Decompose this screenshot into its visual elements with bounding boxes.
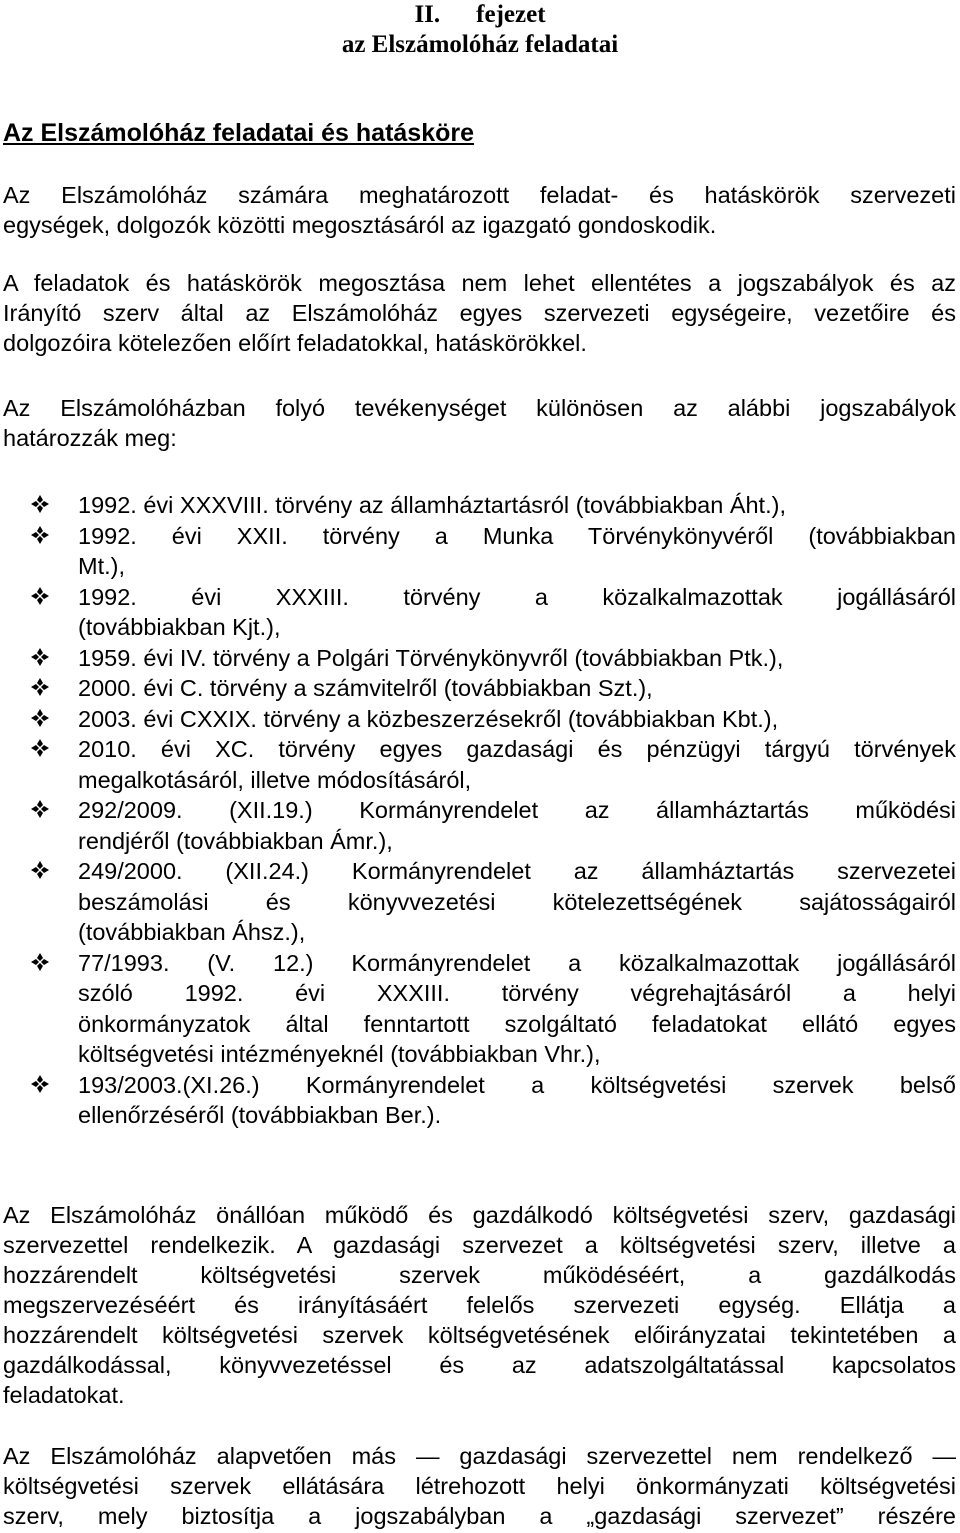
law-text-line: önkormányzatok által fenntartott szolgáltató feladatokat ellátó egyes (78, 1010, 956, 1037)
law-text-line: 1992. évi XXXVIII. törvény az államháztartásról (továbbiakban Áht.), (78, 492, 786, 518)
law-list-item (0, 1070, 960, 1131)
law-text-line: megalkotásáról, illetve módosításáról, (78, 766, 472, 793)
text-line: költségvetési szervek ellátására létrehozott helyi önkormányzati költségvetési (3, 1473, 956, 1499)
law-list-item (0, 704, 960, 735)
text-line: feladatokat. (3, 1382, 125, 1408)
four-petal-diamond-bullet-icon (30, 525, 50, 545)
law-text-line: 2010. évi XC. törvény egyes gazdasági és pénzügyi tárgyú törvények (78, 736, 956, 762)
four-petal-diamond-bullet-icon (30, 494, 50, 514)
text-line: határozzák meg: (3, 425, 177, 451)
law-text-line: szóló 1992. évi XXXIII. törvény végrehajtásáról a helyi (78, 980, 956, 1006)
four-petal-diamond-bullet-icon (30, 860, 50, 880)
law-list-item (0, 734, 960, 795)
law-list-item (0, 643, 960, 674)
chapter-word: fejezet (476, 1, 546, 28)
four-petal-diamond-bullet-icon (30, 1074, 50, 1094)
law-text-line: (továbbiakban Kjt.), (78, 614, 281, 640)
paragraph-economic-organization (3, 1200, 956, 1410)
four-petal-diamond-bullet-icon (30, 708, 50, 728)
law-list-item (0, 490, 960, 521)
law-list (0, 490, 960, 1131)
four-petal-diamond-bullet-icon (30, 677, 50, 697)
law-list-item (0, 673, 960, 704)
four-petal-diamond-bullet-icon (30, 647, 50, 667)
law-text-line: 1959. évi IV. törvény a Polgári Törvénykönyvről (továbbiakban Ptk.), (78, 644, 784, 671)
text-line: Az Elszámolóház önállóan működő és gazdálkodó költségvetési szerv, gazdasági (3, 1202, 956, 1228)
law-list-item (0, 856, 960, 948)
law-text-line: Mt.), (78, 553, 125, 579)
law-text-line: 193/2003.(XI.26.) Kormányrendelet a költségvetési szervek belső (78, 1071, 956, 1098)
text-line: Az Elszámolóház alapvetően más — gazdasági szervezettel nem rendelkező — (3, 1443, 956, 1469)
four-petal-diamond-bullet-icon (30, 586, 50, 606)
law-list-item (0, 948, 960, 1070)
law-text-line: ellenőrzéséről (továbbiakban Ber.). (78, 1102, 442, 1128)
text-line: megszervezéséért és irányításáért felelős szervezeti egység. Ellátja a (3, 1292, 956, 1318)
law-text-line: 1992. évi XXII. törvény a Munka Törvénykönyvéről (továbbiakban (78, 522, 956, 549)
text-line: egységek, dolgozók közötti megosztásáról az igazgató gondoskodik. (3, 212, 717, 238)
text-line: dolgozóira kötelezően előírt feladatokkal, hatáskörökkel. (3, 330, 587, 356)
text-line: A feladatok és hatáskörök megosztása nem lehet ellentétes a jogszabályok és az (3, 270, 956, 296)
law-list-item (0, 582, 960, 643)
text-line: Az Elszámolóházban folyó tevékenységet különösen az alábbi jogszabályok (3, 395, 956, 421)
law-text-line: 292/2009. (XII.19.) Kormányrendelet az államháztartás működési (78, 797, 956, 823)
text-line: szervezettel rendelkezik. A gazdasági szervezet a költségvetési szerv, illetve a (3, 1232, 956, 1258)
law-text-line: 249/2000. (XII.24.) Kormányrendelet az államháztartás szervezetei (78, 858, 956, 884)
four-petal-diamond-bullet-icon (30, 952, 50, 972)
law-text-line: rendjéről (továbbiakban Ámr.), (78, 827, 393, 854)
law-text-line: (továbbiakban Áhsz.), (78, 919, 306, 945)
text-line: Irányító szerv által az Elszámolóház egyes szervezeti egységeire, vezetőire és (3, 300, 956, 326)
text-line: gazdálkodással, könyvvezetéssel és az adatszolgáltatással kapcsolatos (3, 1352, 956, 1378)
law-text-line: 2000. évi C. törvény a számvitelről (továbbiakban Szt.), (78, 675, 653, 701)
law-list-item (0, 795, 960, 856)
law-text-line: 1992. évi XXXIII. törvény a közalkalmazottak jogállásáról (78, 583, 956, 610)
law-text-line: költségvetési intézményeknél (továbbiakban Vhr.), (78, 1041, 601, 1067)
chapter-number: II. (414, 1, 441, 28)
text-line: hozzárendelt költségvetési szervek költségvetésének előirányzatai tekintetében a (3, 1322, 956, 1348)
law-text-line: beszámolási és könyvvezetési kötelezettségének sajátosságairól (78, 888, 956, 915)
law-list-item (0, 521, 960, 582)
paragraph-service-scope (3, 1441, 956, 1531)
text-line: szerv, mely biztosítja a jogszabályban a „gazdasági szervezet” részére (3, 1503, 956, 1529)
paragraph-legal-basis-intro (3, 393, 956, 453)
chapter-heading (0, 0, 960, 30)
law-text-line: 77/1993. (V. 12.) Kormányrendelet a közalkalmazottak jogállásáról (78, 949, 956, 976)
chapter-title: az Elszámolóház feladatai (341, 31, 619, 58)
paragraph-task-allocation (3, 180, 956, 240)
law-text-line: 2003. évi CXXIX. törvény a közbeszerzésekről (továbbiakban Kbt.), (78, 705, 779, 732)
paragraph-task-distribution (3, 268, 956, 358)
four-petal-diamond-bullet-icon (30, 738, 50, 758)
four-petal-diamond-bullet-icon (30, 799, 50, 819)
text-line: hozzárendelt költségvetési szervek működéséért, a gazdálkodás (3, 1262, 956, 1288)
text-line: Az Elszámolóház számára meghatározott feladat- és hatáskörök szervezeti (3, 182, 956, 208)
section-title: Az Elszámolóház feladatai és hatásköre (3, 119, 475, 147)
